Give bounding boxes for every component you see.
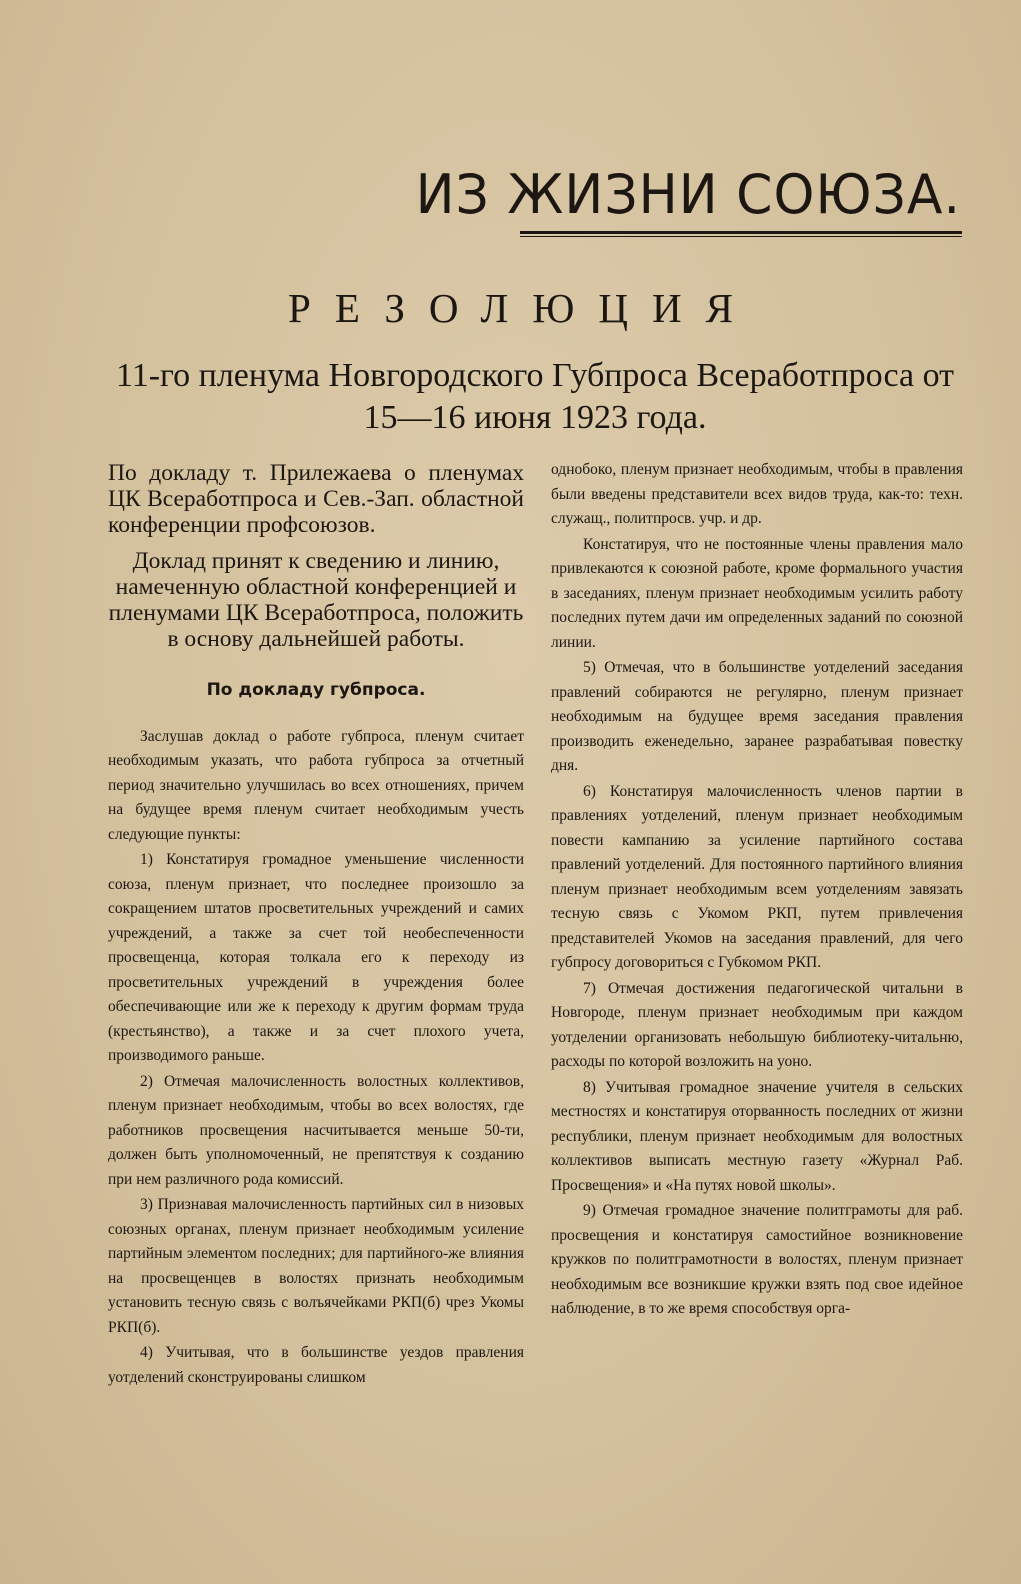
body-paragraph: 3) Признавая малочисленность партийных сил в низовых союзных органах, пленум признает необходимым усиление партийным элементом последних; для партийного-же влияния на просвещенцев в волостях признать необходимым установить тесную связь с волъячейками РКП(б) чрез Укомы РКП(б). — [108, 1196, 524, 1336]
right-column — [551, 458, 963, 1323]
subsection-heading: По докладу губпроса. — [206, 680, 426, 700]
body-paragraph: 2) Отмечая малочисленность волостных коллективов, пленум признает необходимым, чтобы во всех волостях, где работников просвещения насчитывается меньше 50-ти, должен быть уполномоченный, не препятствуя к созданию при нем различного рода комиссий. — [108, 1072, 524, 1188]
body-paragraph: 1) Констатируя громадное уменьшение численности союза, пленум признает, что последнее произошло за сокращением штатов просветительных учреждений и самих учреждений, а также за счет той необеспеченности просвещенца, которая толкала его к переходу из просветительных учреждений в учреждения более обеспечивающие или же к переходу к другим формам труда (крестьянство), а также и за счет плохого учета, производимого раньше. — [108, 851, 524, 1064]
body-paragraph: 8) Учитывая громадное значение учителя в сельских местностях и констатируя оторванность последних от жизни республики, пленум признает необходимым для волостных коллективов выписать местную газету «Журнал Раб. Просвещения» и «На путях новой школы». — [551, 1078, 963, 1194]
body-paragraph: 5) Отмечая, что в большинстве уотделений заседания правлений собираются не регулярно, пленум признает необходимым на будущее время заседания правления производить еженедельно, заранее разрабатывая повестку дня. — [551, 659, 963, 774]
lead-paragraph: По докладу т. Прилежаева о пленумах ЦК Всеработпроса и Сев.-Зап. областной конференции профсоюзов. — [108, 460, 524, 538]
body-paragraph: Констатируя, что не постоянные члены правления мало привлекаются к союзной работе, кроме формального участия в заседаниях, пленум признает необходимым усилить работу последних путем дачи им определенных заданий по союзной линии. — [551, 535, 963, 651]
resolution-title: РЕЗОЛЮЦИЯ — [288, 285, 757, 331]
left-column — [108, 460, 524, 1391]
heading-underline — [520, 231, 962, 237]
resolution-subtitle: 11-го пленума Новгородского Губпроса Всеработпроса от 15—16 июня 1923 года. — [115, 357, 954, 436]
body-paragraph: 6) Констатируя малочисленность членов партии в правлениях уотделений, пленум признает необходимым повести кампанию за усиление партийного состава правлений уотделений. Для постоянного партийного влияния пленум признает необходимым всем уотделениям завязать тесную связь с Укомом РКП, путем привлечения представителей Укомов на заседания правлений, для чего губпросу договориться с Губкомом РКП. — [551, 782, 963, 971]
section-heading: ИЗ ЖИЗНИ СОЮЗА. — [415, 163, 961, 227]
lead-decision: Доклад принят к сведению и линию, намеченную областной конференцией и пленумами ЦК Всеработпроса, положить в основу дальнейшей работы. — [108, 548, 524, 652]
body-paragraph: 9) Отмечая громадное значение политграмоты для раб. просвещения и констатируя самостийное возникновение кружков по политграмотности в волостях, пленум признает необходимым все возникшие кружки взять под свое идейное наблюдение, в то же время способствуя орга- — [551, 1202, 963, 1317]
body-paragraph: 7) Отмечая достижения педагогической читальни в Новгороде, пленум признает необходимым при каждом уотделении организовать небольшую библиотеку-читальню, расходы по которой возложить на уоно. — [551, 979, 963, 1070]
body-paragraph: 4) Учитывая, что в большинстве уездов правления уотделений сконструированы слишком — [108, 1344, 524, 1386]
body-paragraph: Заслушав доклад о работе губпроса, пленум считает необходимым указать, что работа губпроса за отчетный период значительно улучшилась во всех отношениях, причем на будущее время пленум считает необходимым учесть следующие пункты: — [108, 727, 524, 843]
continued-paragraph: однобоко, пленум признает необходимым, чтобы в правления были введены представители всех видов труда, как-то: техн. служащ., политпросв. учр. и др. — [551, 461, 963, 527]
